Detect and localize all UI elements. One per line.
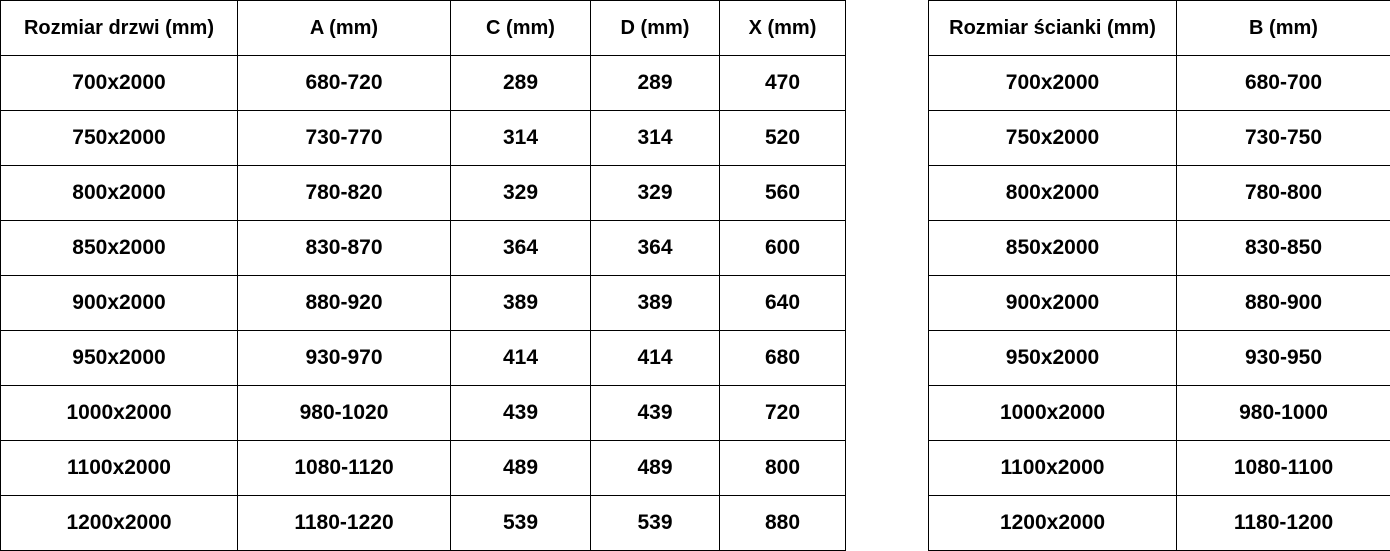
wall-table-header xyxy=(929,1,1390,56)
table-row xyxy=(1,331,846,386)
header-cell-d: D (mm) xyxy=(591,1,720,56)
cell-a: 980-1020 xyxy=(238,386,451,441)
cell-wall-size: 800x2000 xyxy=(929,166,1177,221)
cell-a: 730-770 xyxy=(238,111,451,166)
cell-door-size: 1200x2000 xyxy=(1,496,238,551)
cell-b: 780-800 xyxy=(1177,166,1390,221)
cell-door-size: 900x2000 xyxy=(1,276,238,331)
table-row xyxy=(929,166,1390,221)
cell-a: 880-920 xyxy=(238,276,451,331)
table-row xyxy=(1,496,846,551)
cell-b: 930-950 xyxy=(1177,331,1390,386)
cell-door-size: 950x2000 xyxy=(1,331,238,386)
cell-c: 414 xyxy=(451,331,591,386)
cell-b: 1080-1100 xyxy=(1177,441,1390,496)
cell-d: 489 xyxy=(591,441,720,496)
table-header-row xyxy=(929,1,1390,56)
cell-x: 640 xyxy=(720,276,846,331)
table-row xyxy=(929,111,1390,166)
table-row xyxy=(1,386,846,441)
cell-b: 880-900 xyxy=(1177,276,1390,331)
cell-a: 1180-1220 xyxy=(238,496,451,551)
header-cell-door-size: Rozmiar drzwi (mm) xyxy=(1,1,238,56)
cell-b: 730-750 xyxy=(1177,111,1390,166)
cell-door-size: 850x2000 xyxy=(1,221,238,276)
doors-table-header xyxy=(1,1,846,56)
cell-x: 720 xyxy=(720,386,846,441)
cell-d: 329 xyxy=(591,166,720,221)
cell-x: 880 xyxy=(720,496,846,551)
table-row xyxy=(929,56,1390,111)
cell-b: 830-850 xyxy=(1177,221,1390,276)
cell-d: 539 xyxy=(591,496,720,551)
cell-x: 600 xyxy=(720,221,846,276)
header-cell-a: A (mm) xyxy=(238,1,451,56)
table-row xyxy=(1,111,846,166)
wall-table-body xyxy=(929,56,1390,551)
table-row xyxy=(929,441,1390,496)
cell-wall-size: 1100x2000 xyxy=(929,441,1177,496)
cell-d: 289 xyxy=(591,56,720,111)
cell-door-size: 800x2000 xyxy=(1,166,238,221)
cell-a: 830-870 xyxy=(238,221,451,276)
cell-wall-size: 1000x2000 xyxy=(929,386,1177,441)
cell-b: 680-700 xyxy=(1177,56,1390,111)
cell-x: 560 xyxy=(720,166,846,221)
cell-d: 414 xyxy=(591,331,720,386)
header-cell-c: C (mm) xyxy=(451,1,591,56)
cell-c: 389 xyxy=(451,276,591,331)
cell-door-size: 1100x2000 xyxy=(1,441,238,496)
cell-wall-size: 900x2000 xyxy=(929,276,1177,331)
cell-b: 980-1000 xyxy=(1177,386,1390,441)
cell-d: 439 xyxy=(591,386,720,441)
cell-wall-size: 1200x2000 xyxy=(929,496,1177,551)
cell-b: 1180-1200 xyxy=(1177,496,1390,551)
cell-c: 289 xyxy=(451,56,591,111)
table-row xyxy=(929,276,1390,331)
table-row xyxy=(929,386,1390,441)
table-row xyxy=(1,221,846,276)
table-row xyxy=(929,496,1390,551)
cell-d: 389 xyxy=(591,276,720,331)
cell-x: 520 xyxy=(720,111,846,166)
cell-x: 470 xyxy=(720,56,846,111)
cell-x: 680 xyxy=(720,331,846,386)
header-cell-wall-size: Rozmiar ścianki (mm) xyxy=(929,1,1177,56)
cell-c: 314 xyxy=(451,111,591,166)
table-header-row xyxy=(1,1,846,56)
cell-wall-size: 700x2000 xyxy=(929,56,1177,111)
wall-dimensions-table-wrapper xyxy=(928,0,1390,551)
table-row xyxy=(1,56,846,111)
cell-a: 930-970 xyxy=(238,331,451,386)
cell-c: 489 xyxy=(451,441,591,496)
doors-table-body xyxy=(1,56,846,551)
cell-d: 314 xyxy=(591,111,720,166)
cell-a: 780-820 xyxy=(238,166,451,221)
table-row xyxy=(1,276,846,331)
cell-x: 800 xyxy=(720,441,846,496)
table-row xyxy=(1,441,846,496)
cell-door-size: 700x2000 xyxy=(1,56,238,111)
cell-c: 539 xyxy=(451,496,591,551)
cell-d: 364 xyxy=(591,221,720,276)
cell-c: 364 xyxy=(451,221,591,276)
cell-c: 439 xyxy=(451,386,591,441)
table-row xyxy=(929,221,1390,276)
cell-wall-size: 750x2000 xyxy=(929,111,1177,166)
cell-wall-size: 850x2000 xyxy=(929,221,1177,276)
cell-c: 329 xyxy=(451,166,591,221)
header-cell-x: X (mm) xyxy=(720,1,846,56)
cell-a: 680-720 xyxy=(238,56,451,111)
cell-wall-size: 950x2000 xyxy=(929,331,1177,386)
table-row xyxy=(1,166,846,221)
cell-door-size: 750x2000 xyxy=(1,111,238,166)
header-cell-b: B (mm) xyxy=(1177,1,1390,56)
cell-door-size: 1000x2000 xyxy=(1,386,238,441)
table-row xyxy=(929,331,1390,386)
cell-a: 1080-1120 xyxy=(238,441,451,496)
wall-dimensions-table xyxy=(928,0,1390,551)
